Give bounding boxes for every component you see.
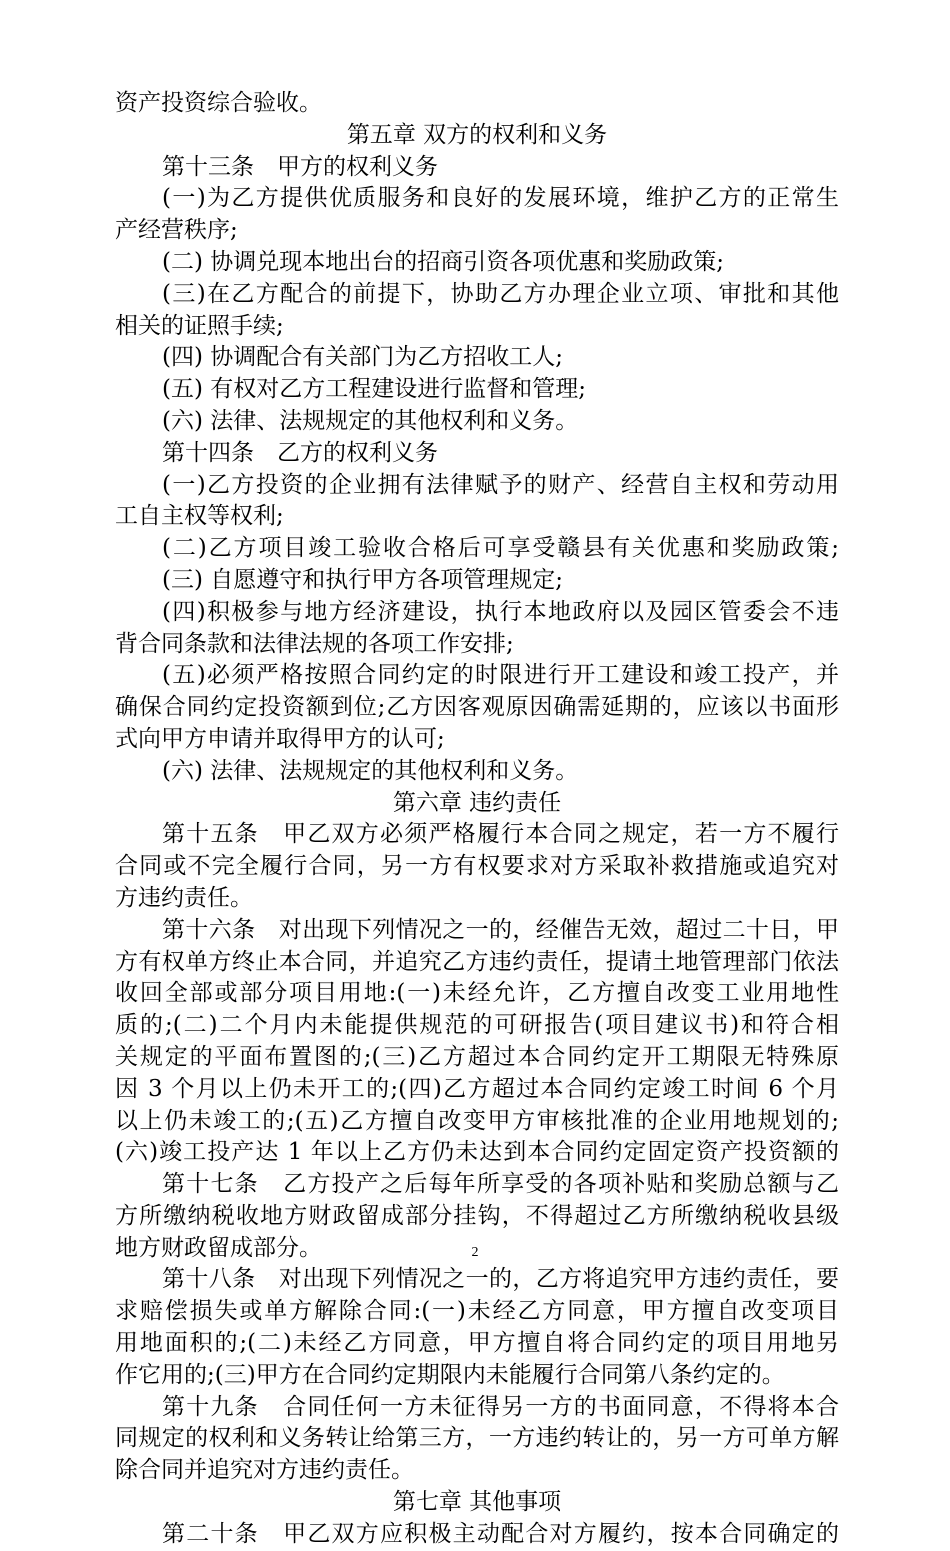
text-line: (六) 法律、法规规定的其他权利和义务。 [162,757,579,784]
article-14-heading: 第十四条 乙方的权利义务 [162,439,438,466]
text-line: 因 3 个月以上仍未开工的;(四)乙方超过本合同约定竣工时间 6 个月 [115,1075,839,1102]
text-line: 作它用的;(三)甲方在合同约定期限内未能履行合同第八条约定的。 [115,1361,785,1388]
text-line: 地方财政留成部分。 [115,1234,322,1261]
chapter-heading-7: 第七章 其他事项 [392,1489,562,1516]
text-line: 收回全部或部分项目用地:(一)未经允许，乙方擅自改变工业用地性 [115,980,839,1007]
text-line: 方所缴纳税收地方财政留成部分挂钩，不得超过乙方所缴纳税收县级 [115,1202,839,1229]
text-line: (五)必须严格按照合同约定的时限进行开工建设和竣工投产，并 [162,662,839,689]
text-line: 第十九条 合同任何一方未征得另一方的书面同意，不得将本合 [162,1393,839,1420]
text-line: 方有权单方终止本合同，并追究乙方违约责任，提请土地管理部门依法 [115,948,839,975]
text-line: 用地面积的;(二)未经乙方同意，甲方擅自将合同约定的项目用地另 [115,1330,839,1357]
text-line: 第十五条 甲乙双方必须严格履行本合同之规定，若一方不履行 [162,821,839,848]
text-line: (二)乙方项目竣工验收合格后可享受赣县有关优惠和奖励政策; [162,535,839,562]
text-line: 求赔偿损失或单方解除合同:(一)未经乙方同意，甲方擅自改变项目 [115,1298,839,1325]
text-line: 质的;(二)二个月内未能提供规范的可研报告(项目建议书)和符合相 [115,1012,839,1039]
text-line: 产经营秩序; [115,217,238,244]
text-line: 资产投资综合验收。 [115,90,322,116]
text-line: 第二十条 甲乙双方应积极主动配合对方履约，按本合同确定的 [162,1520,839,1547]
text-line: 同规定的权利和义务转让给第三方，一方违约转让的，另一方可单方解 [115,1425,839,1452]
text-line: 第十八条 对出现下列情况之一的，乙方将追究甲方违约责任，要 [162,1266,839,1293]
chapter-heading-5: 第五章 双方的权利和义务 [346,121,608,148]
article-13-heading: 第十三条 甲方的权利义务 [162,153,438,180]
text-line: 关规定的平面布置图的;(三)乙方超过本合同约定开工期限无特殊原 [115,1043,839,1070]
text-line: 以上仍未竣工的;(五)乙方擅自改变甲方审核批准的企业用地规划的; [115,1107,839,1134]
text-line: (一)为乙方提供优质服务和良好的发展环境，维护乙方的正常生 [162,185,839,212]
text-line: 确保合同约定投资额到位;乙方因客观原因确需延期的，应该以书面形 [115,694,839,721]
text-line: (四) 协调配合有关部门为乙方招收工人; [162,344,564,371]
text-line: (一)乙方投资的企业拥有法律赋予的财产、经营自主权和劳动用 [162,471,839,498]
text-line: 方违约责任。 [115,884,253,911]
text-line: (三) 自愿遵守和执行甲方各项管理规定; [162,566,564,593]
text-line: (六) 法律、法规规定的其他权利和义务。 [162,407,579,434]
document-body [115,88,839,1551]
text-line: (六)竣工投产达 1 年以上乙方仍未达到本合同约定固定资产投资额的 [115,1139,839,1166]
text-line: 第十六条 对出现下列情况之一的，经催告无效，超过二十日，甲 [162,916,839,943]
page-number: 2 [471,1245,479,1260]
text-line: 合同或不完全履行合同，另一方有权要求对方采取补救措施或追究对 [115,853,839,880]
text-line: 式向甲方申请并取得甲方的认可; [115,725,445,752]
chapter-heading-6: 第六章 违约责任 [392,789,562,816]
text-line: 除合同并追究对方违约责任。 [115,1457,414,1484]
text-line: 相关的证照手续; [115,312,284,339]
text-line: (五) 有权对乙方工程建设进行监督和管理; [162,376,587,403]
text-line: (二) 协调兑现本地出台的招商引资各项优惠和奖励政策; [162,248,725,275]
text-line: 第十七条 乙方投产之后每年所享受的各项补贴和奖励总额与乙 [162,1171,839,1198]
text-line: (三)在乙方配合的前提下，协助乙方办理企业立项、审批和其他 [162,280,839,307]
text-line: 背合同条款和法律法规的各项工作安排; [115,630,514,657]
text-line: (四)积极参与地方经济建设，执行本地政府以及园区管委会不违 [162,598,839,625]
text-line: 工自主权等权利; [115,503,284,530]
